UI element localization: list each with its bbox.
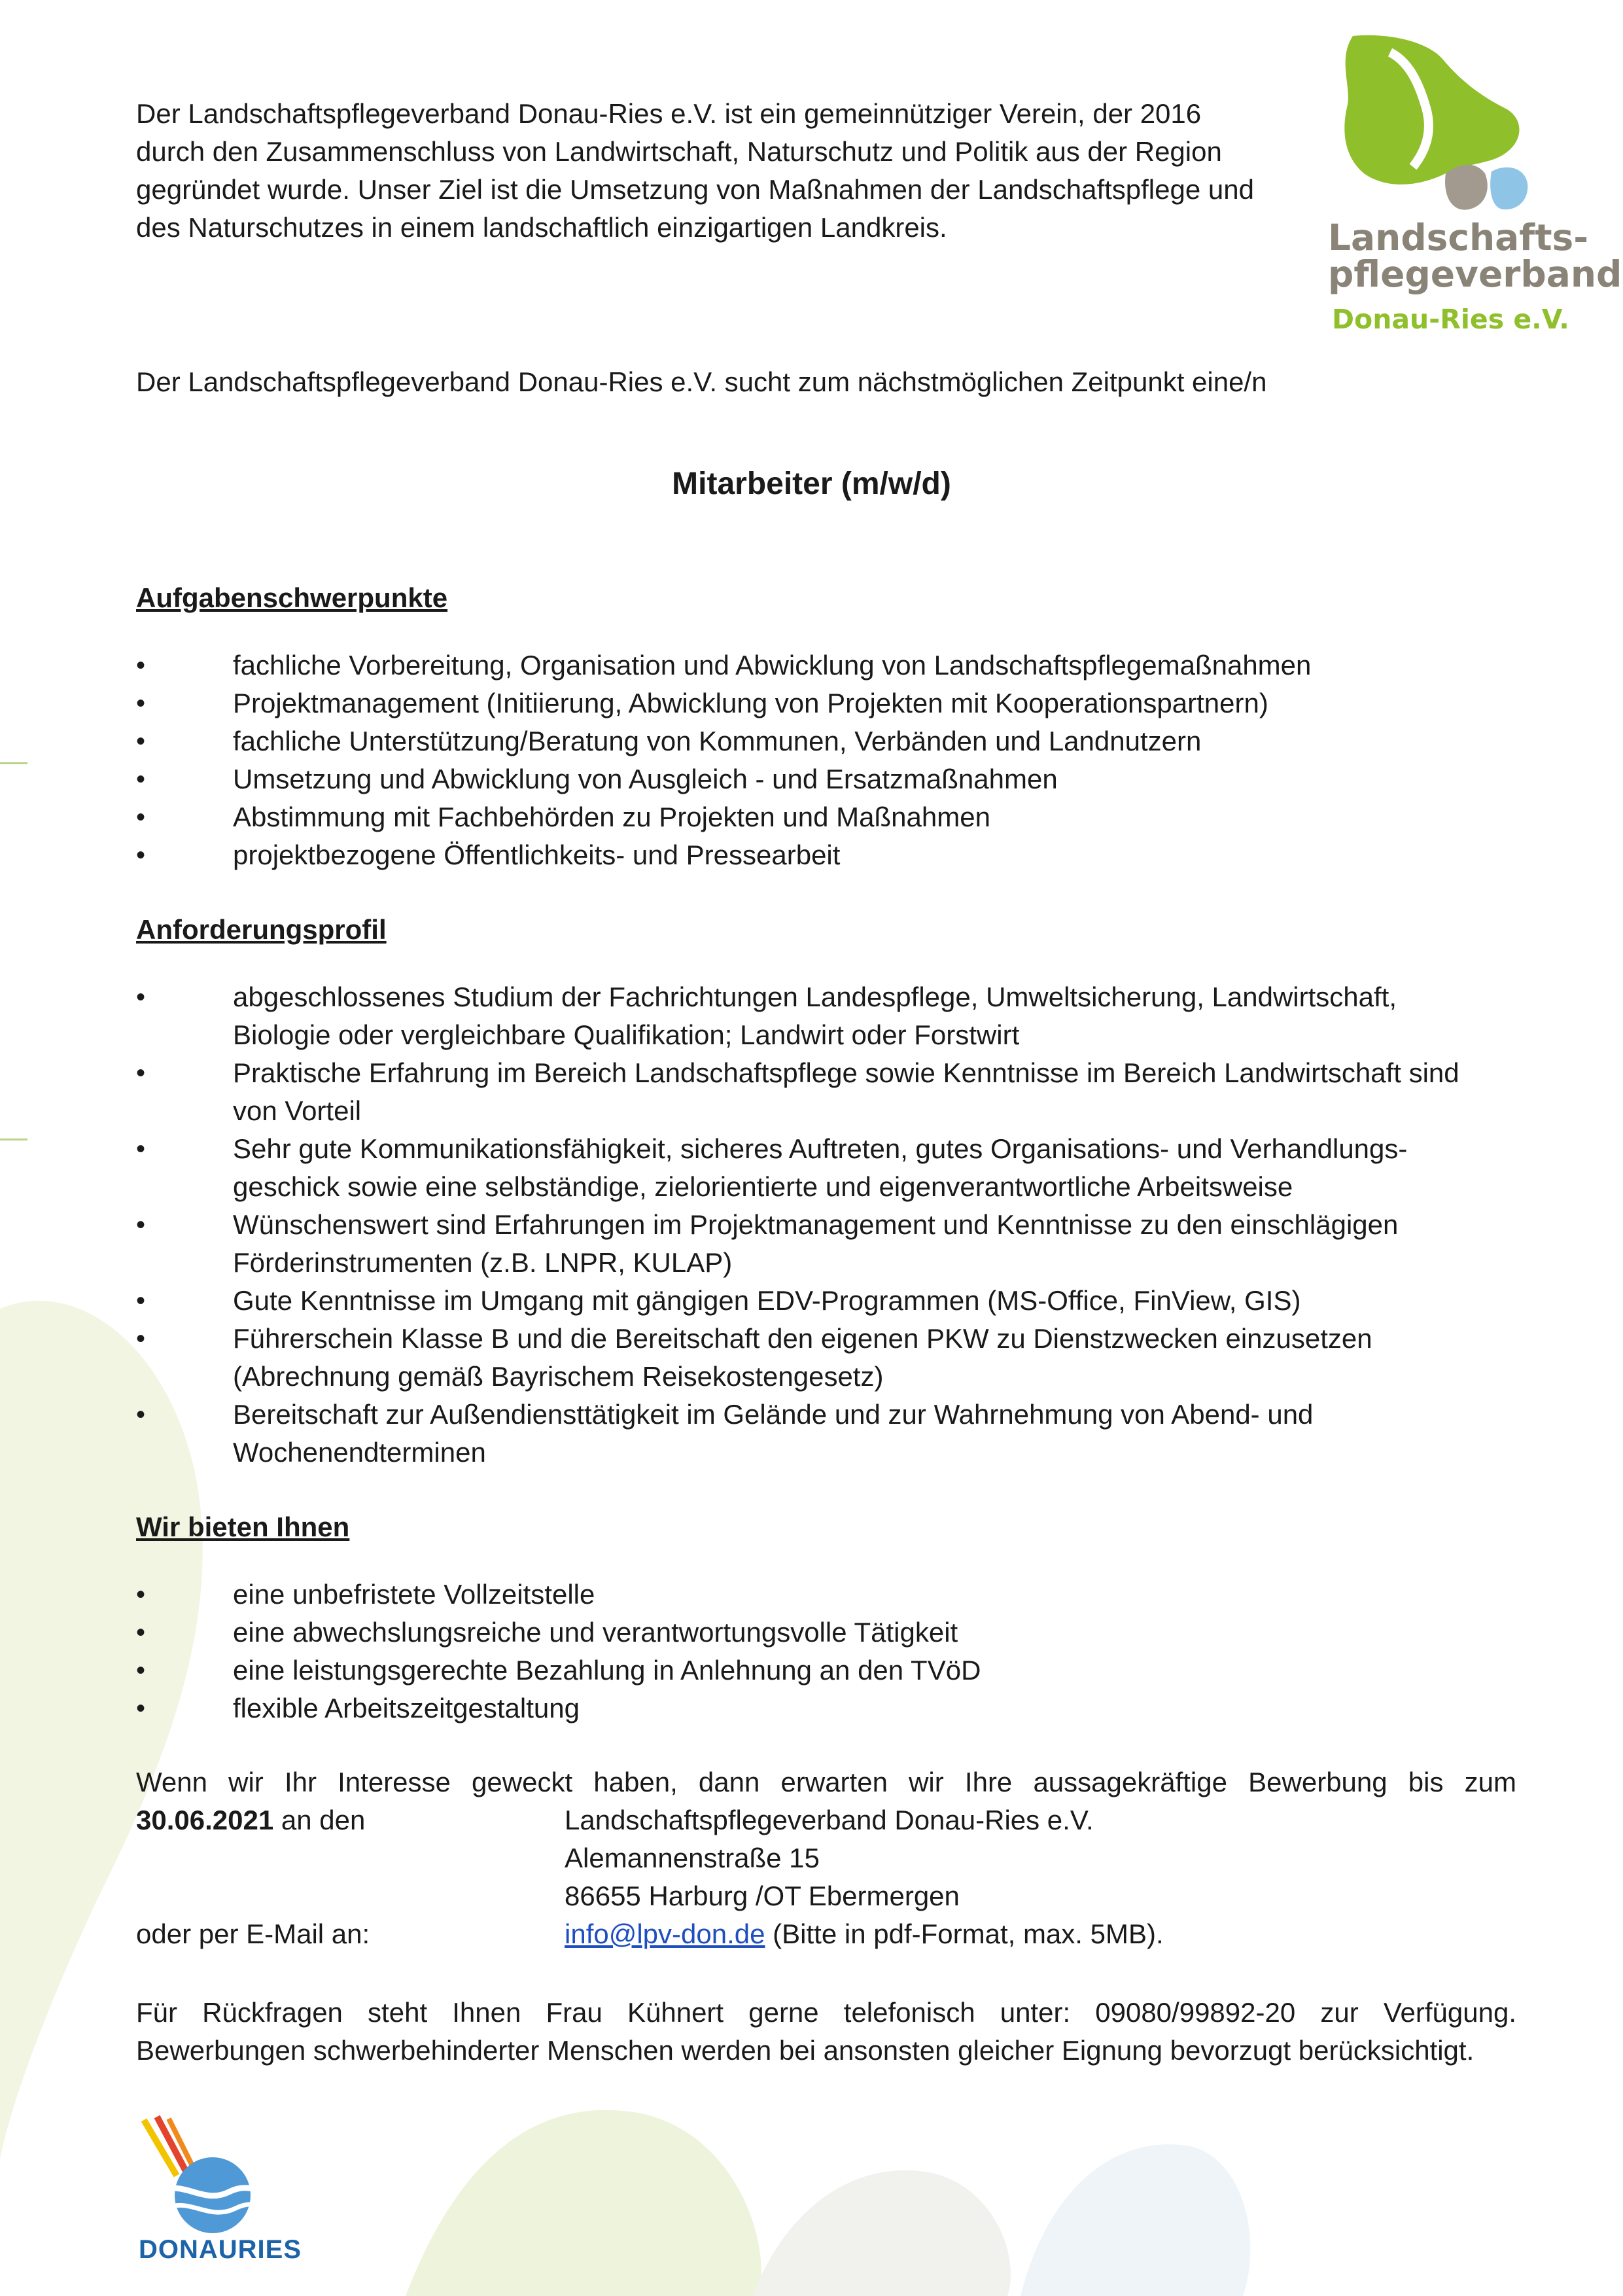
logo-grey-shape — [1445, 165, 1488, 210]
list-item: • eine abwechslungsreiche und verantwortungsvolle Tätigkeit — [136, 1614, 1516, 1651]
tasks-section — [136, 579, 1516, 874]
edge-mark — [0, 1139, 27, 1140]
donauries-logo-text: DONAURIES — [139, 2235, 302, 2264]
list-item: • Projektmanagement (Initiierung, Abwicklung von Projekten mit Kooperationspartnern) — [136, 684, 1516, 722]
tasks-heading: Aufgabenschwerpunkte — [136, 582, 448, 613]
list-item: • Umsetzung und Abwicklung von Ausgleich - und Ersatzmaßnahmen — [136, 760, 1516, 798]
address-line: Landschaftspflegeverband Donau-Ries e.V. — [565, 1805, 1094, 1835]
list-item: • Praktische Erfahrung im Bereich Landschaftspflege sowie Kenntnisse im Bereich Landwirtschaft sind von Vorteil — [136, 1054, 1497, 1130]
profile-heading: Anforderungsprofil — [136, 914, 387, 945]
lpv-logo-graphic — [1328, 33, 1603, 216]
list-item: • Sehr gute Kommunikationsfähigkeit, sicheres Auftreten, gutes Organisations- und Verhandlungs-geschick sowie eine selbständige, zielorientierte und eigenverantwortliche Arbeitsweise — [136, 1130, 1497, 1206]
offer-list — [136, 1576, 1516, 1727]
contact-line: Für Rückfragen steht Ihnen Frau Kühnert gerne telefonisch unter: 09080/99892-20 zur Verfügung. — [136, 1997, 1516, 2028]
watermark-right-shape — [1021, 2144, 1250, 2296]
offer-section — [136, 1508, 1516, 1727]
email-link[interactable]: info@lpv-don.de — [565, 1918, 765, 1949]
contact-block — [136, 1994, 1516, 2070]
list-item: • abgeschlossenes Studium der Fachrichtungen Landespflege, Umweltsicherung, Landwirtschaft, Biologie oder vergleichbare Qualifikation; Landwirt oder Forstwirt — [136, 978, 1497, 1054]
list-item: • fachliche Vorbereitung, Organisation und Abwicklung von Landschaftspflegemaßnahmen — [136, 646, 1516, 684]
contact-line-2: Bewerbungen schwerbehinderter Menschen werden bei ansonsten gleicher Eignung bevorzugt berücksichtigt. — [136, 2035, 1475, 2066]
list-item: • projektbezogene Öffentlichkeits- und Pressearbeit — [136, 836, 1516, 874]
profile-section — [136, 911, 1516, 1472]
email-note: (Bitte in pdf-Format, max. 5MB). — [773, 1918, 1164, 1949]
logo-blue-shape — [1490, 168, 1527, 209]
lpv-logo-line1: Landschafts- — [1328, 217, 1589, 258]
search-line: Der Landschaftspflegeverband Donau-Ries e.V. sucht zum nächstmöglichen Zeitpunkt eine/n — [136, 366, 1267, 397]
list-item: • Bereitschaft zur Außendiensttätigkeit im Gelände und zur Wahrnehmung von Abend- und Wochenendterminen — [136, 1396, 1497, 1472]
deadline: 30.06.2021 — [136, 1805, 274, 1835]
address-line: Alemannenstraße 15 — [565, 1843, 820, 1873]
list-item: • eine unbefristete Vollzeitstelle — [136, 1576, 1516, 1614]
list-item: • fachliche Unterstützung/Beratung von Kommunen, Verbänden und Landnutzern — [136, 722, 1516, 760]
lpv-logo — [1328, 33, 1622, 340]
donauries-logo-graphic — [131, 2113, 301, 2238]
job-title: Mitarbeiter (m/w/d) — [672, 467, 951, 501]
offer-heading: Wir bieten Ihnen — [136, 1511, 350, 1542]
watermark-center-shape-2 — [752, 2170, 1011, 2296]
list-item: • Gute Kenntnisse im Umgang mit gängigen EDV-Programmen (MS-Office, FinView, GIS) — [136, 1282, 1497, 1320]
intro-paragraph: Der Landschaftspflegeverband Donau-Ries e.V. ist ein gemeinnütziger Verein, der 2016 durch den Zusammenschluss von Landwirtschaft, Naturschutz und Politik aus der Region gegründet wurde. Unser Ziel ist die Umsetzung von Maßnahmen der Landschaftspflege und des Naturschutzes in einem landschaftlich einzigartigen Landkreis. — [136, 98, 1254, 243]
edge-mark — [0, 762, 27, 764]
list-item: • Abstimmung mit Fachbehörden zu Projekten und Maßnahmen — [136, 798, 1516, 836]
list-item: • Führerschein Klasse B und die Bereitschaft den eigenen PKW zu Dienstzwecken einzusetzen (Abrechnung gemäß Bayrischem Reisekostengesetz) — [136, 1320, 1497, 1396]
tasks-list — [136, 646, 1516, 874]
donauries-logo — [131, 2113, 301, 2270]
lpv-logo-line2: pflegeverband — [1328, 253, 1622, 295]
lpv-logo-line3: Donau-Ries e.V. — [1332, 304, 1569, 335]
logo-green-shape — [1344, 35, 1519, 185]
application-line: Wenn wir Ihr Interesse geweckt haben, dann erwarten wir Ihre aussagekräftige Bewerbung bis zum — [136, 1767, 1516, 1797]
list-item: • eine leistungsgerechte Bezahlung in Anlehnung an den TVöD — [136, 1651, 1516, 1689]
email-label: oder per E-Mail an: — [136, 1918, 370, 1949]
address-line: 86655 Harburg /OT Ebermergen — [565, 1881, 960, 1911]
list-item: • Wünschenswert sind Erfahrungen im Projektmanagement und Kenntnisse zu den einschlägigen Förderinstrumenten (z.B. LNPR, KULAP) — [136, 1206, 1497, 1282]
profile-list — [136, 978, 1497, 1472]
application-block — [136, 1763, 1516, 1953]
list-item: • flexible Arbeitszeitgestaltung — [136, 1689, 1516, 1727]
to-label: an den — [281, 1805, 366, 1835]
watermark-center-shape — [406, 2110, 761, 2296]
